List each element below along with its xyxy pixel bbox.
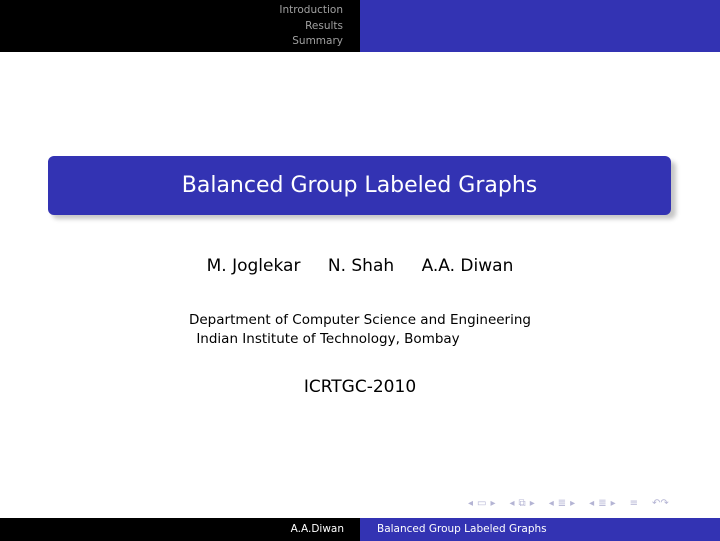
frame-icon[interactable]: ⧉ — [518, 498, 526, 509]
nav-prev-slide-icon[interactable]: ◂ — [468, 498, 474, 509]
author-2: N. Shah — [327, 256, 395, 276]
slide-icon[interactable]: ▭ — [477, 498, 487, 509]
author-3: A.A. Diwan — [421, 256, 514, 276]
footer-bar — [0, 518, 720, 541]
institute-department: Department of Computer Science and Engineering — [188, 312, 531, 328]
nav-next-subsection-icon[interactable]: ▸ — [570, 498, 576, 509]
nav-prev-subsection-icon[interactable]: ◂ — [548, 498, 554, 509]
nav-section-summary[interactable]: Summary — [292, 35, 343, 47]
header-right-panel — [360, 0, 720, 52]
header-left-panel — [0, 0, 360, 52]
header-bar — [0, 0, 720, 52]
author-1: M. Joglekar — [206, 256, 301, 276]
institute-block — [0, 311, 720, 349]
nav-section-results[interactable]: Results — [305, 19, 343, 32]
authors-line — [0, 256, 720, 276]
footer-title: Balanced Group Labeled Graphs — [360, 518, 720, 541]
search-back-forward-icon[interactable]: ↶↷ — [652, 498, 669, 509]
nav-section-introduction[interactable]: Introduction — [279, 4, 343, 16]
title-block — [48, 156, 671, 215]
nav-next-slide-icon[interactable]: ▸ — [490, 498, 496, 509]
nav-next-section-icon[interactable]: ▸ — [610, 498, 616, 509]
conference-date: ICRTGC-2010 — [303, 377, 417, 397]
presentation-title: Balanced Group Labeled Graphs — [181, 173, 538, 198]
institute-name: Indian Institute of Technology, Bombay — [196, 331, 460, 347]
nav-prev-frame-icon[interactable]: ◂ — [509, 498, 515, 509]
nav-next-frame-icon[interactable]: ▸ — [529, 498, 535, 509]
footer-author: A.A.Diwan — [0, 518, 360, 541]
navigation-symbols — [468, 497, 669, 511]
subsection-icon[interactable]: ≣ — [557, 498, 567, 509]
section-icon[interactable]: ≣ — [598, 498, 607, 509]
nav-prev-section-icon[interactable]: ◂ — [589, 498, 595, 509]
section-navigation — [279, 3, 343, 50]
toc-icon[interactable]: ≡ — [629, 498, 639, 509]
